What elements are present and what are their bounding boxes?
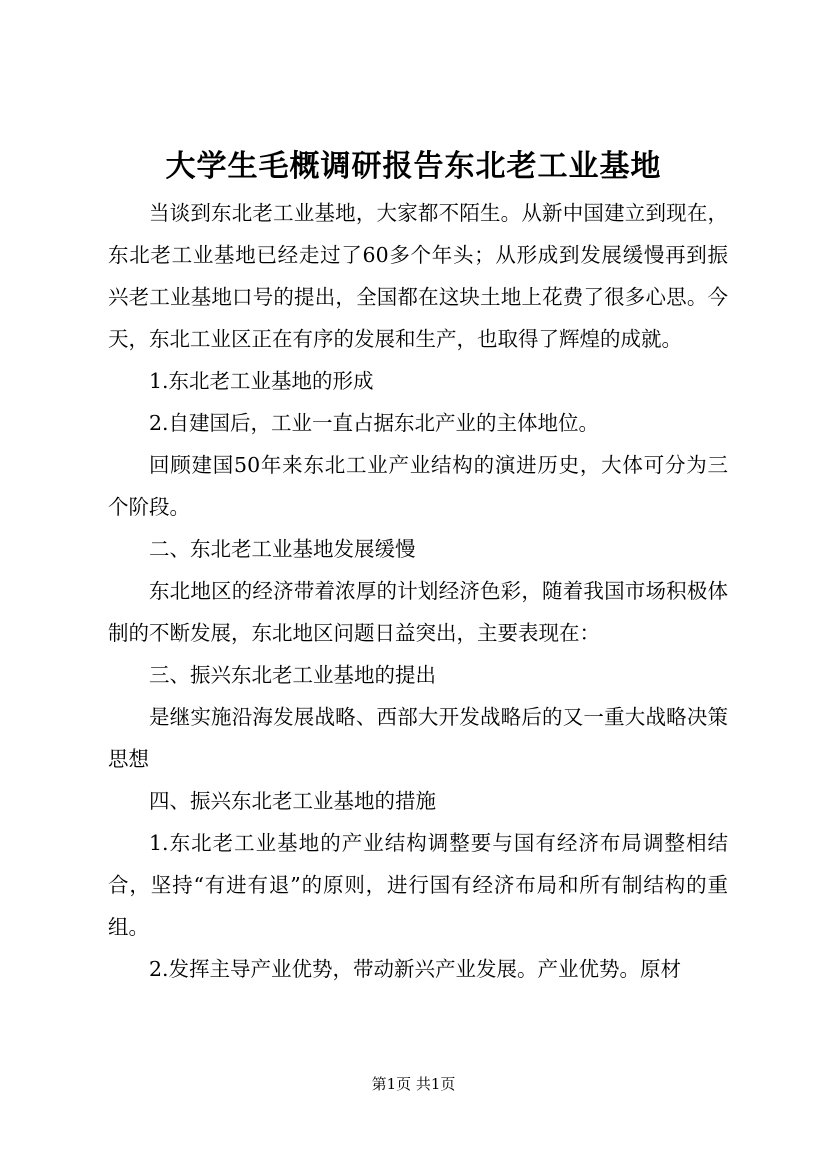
paragraph-section-2: 2.自建国后，工业一直占据东北产业的主体地位。 — [149, 411, 600, 435]
document-body — [108, 192, 728, 990]
heading-slow-development: 二、东北老工业基地发展缓慢 — [149, 537, 416, 561]
heading-measures: 四、振兴东北老工业基地的措施 — [149, 789, 436, 813]
paragraph-measure-2: 2.发挥主导产业优势，带动新兴产业发展。产业优势。原材 — [149, 957, 682, 981]
paragraph-history: 回顾建国50年来东北工业产业结构的演进历史，大体可分为三个阶段。 — [108, 453, 728, 519]
paragraph-intro: 当谈到东北老工业基地，大家都不陌生。从新中国建立到现在，东北老工业基地已经走过了60多个年头；从形成到发展缓慢再到振兴老工业基地口号的提出，全国都在这块土地上花费了很多心思。今天，东北工业区正在有序的发展和生产，也取得了辉煌的成就。 — [108, 201, 728, 351]
paragraph-measure-1: 1.东北老工业基地的产业结构调整要与国有经济布局调整相结合，坚持“有进有退”的原则，进行国有经济布局和所有制结构的重组。 — [108, 831, 728, 939]
document-title: 大学生毛概调研报告东北老工业基地 — [165, 149, 662, 184]
heading-revitalization: 三、振兴东北老工业基地的提出 — [149, 663, 436, 687]
paragraph-section-1: 1.东北老工业基地的形成 — [149, 369, 374, 393]
paragraph-strategy: 是继实施沿海发展战略、西部大开发战略后的又一重大战略决策思想 — [108, 705, 728, 771]
page-footer: 第1页 共1页 — [371, 1075, 456, 1093]
paragraph-planned-economy: 东北地区的经济带着浓厚的计划经济色彩，随着我国市场积极体制的不断发展，东北地区问题日益突出，主要表现在： — [108, 579, 728, 645]
